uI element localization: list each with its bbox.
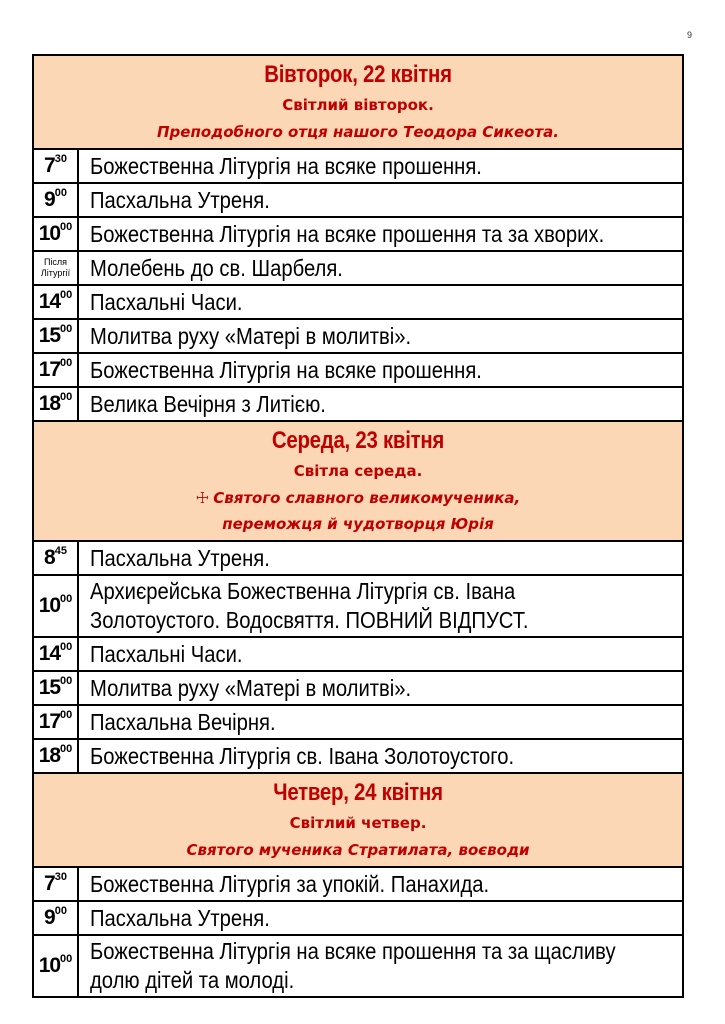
service-time: $7^{30}$ — [33, 867, 78, 901]
service-time: $18^{00}$ — [33, 739, 78, 773]
service-row — [33, 541, 683, 575]
page-number: 9 — [687, 30, 693, 40]
service-row — [33, 901, 683, 935]
service-text: Божественна Літургія св. Івана Золотоустого. — [78, 739, 683, 773]
day-header-wednesday — [33, 421, 683, 541]
service-text: Божественна Літургія за упокій. Панахида. — [78, 867, 683, 901]
service-text: Молебень до св. Шарбеля. — [78, 251, 683, 285]
service-text: Божественна Літургія на всяке прошення. — [78, 353, 683, 387]
day-feast: ☩ Святого славного великомученика, — [195, 489, 521, 507]
service-row — [33, 183, 683, 217]
service-text: Пасхальна Утреня. — [78, 183, 683, 217]
service-row — [33, 387, 683, 421]
day-header-tuesday — [33, 55, 683, 149]
service-row — [33, 867, 683, 901]
service-row — [33, 705, 683, 739]
service-text: Пасхальна Утреня. — [78, 541, 683, 575]
day-title: Вівторок, 22 квітня — [264, 61, 452, 88]
day-subtitle: Світлий вівторок. — [282, 96, 434, 114]
schedule-table — [32, 54, 684, 998]
service-row — [33, 319, 683, 353]
day-subtitle: Світла середа. — [293, 462, 423, 480]
service-time: $7^{30}$ — [33, 149, 78, 183]
service-time: $17^{00}$ — [33, 353, 78, 387]
service-row — [33, 637, 683, 671]
service-text: Пасхальні Часи. — [78, 285, 683, 319]
service-time: $10^{00}$ — [33, 217, 78, 251]
service-time: $9^{00}$ — [33, 901, 78, 935]
service-row — [33, 671, 683, 705]
service-row — [33, 739, 683, 773]
service-row — [33, 251, 683, 285]
service-text: Божественна Літургія на всяке прошення. — [78, 149, 683, 183]
service-text: Молитва руху «Матері в молитві». — [78, 671, 683, 705]
service-text: Пасхальна Вечірня. — [78, 705, 683, 739]
service-time: $9^{00}$ — [33, 183, 78, 217]
service-text: Молитва руху «Матері в молитві». — [78, 319, 683, 353]
service-text: Божественна Літургія на всяке прошення та за щасливу долю дітей та молоді. — [78, 935, 683, 997]
service-text: Архиєрейська Божественна Літургія св. Івана Золотоустого. Водосвяття. ПОВНИЙ ВІДПУСТ. — [78, 575, 683, 637]
service-time: $15^{00}$ — [33, 671, 78, 705]
day-header-thursday — [33, 773, 683, 867]
cross-icon: ☩ — [195, 489, 210, 507]
service-row — [33, 285, 683, 319]
service-time: $17^{00}$ — [33, 705, 78, 739]
service-row — [33, 575, 683, 637]
service-time: $15^{00}$ — [33, 319, 78, 353]
service-text: Божественна Літургія на всяке прошення та за хворих. — [78, 217, 683, 251]
service-time: $14^{00}$ — [33, 285, 78, 319]
service-row — [33, 935, 683, 997]
service-time: $18^{00}$ — [33, 387, 78, 421]
service-time: $8^{45}$ — [33, 541, 78, 575]
day-feast: переможця й чудотворця Юрія — [222, 515, 494, 533]
service-time: $10^{00}$ — [33, 935, 78, 997]
service-text: Велика Вечірня з Литією. — [78, 387, 683, 421]
service-time: $14^{00}$ — [33, 637, 78, 671]
service-row — [33, 149, 683, 183]
day-subtitle: Світлий четвер. — [289, 814, 427, 832]
day-title: Четвер, 24 квітня — [273, 779, 443, 806]
day-feast: Святого мученика Стратилата, воєводи — [186, 841, 530, 859]
service-time: $10^{00}$ — [33, 575, 78, 637]
day-title: Середа, 23 квітня — [271, 427, 445, 454]
service-text: Пасхальні Часи. — [78, 637, 683, 671]
service-time-label: Після Літургії — [33, 251, 78, 285]
service-row — [33, 217, 683, 251]
day-feast: Преподобного отця нашого Теодора Сикеота. — [156, 123, 560, 141]
service-text: Пасхальна Утреня. — [78, 901, 683, 935]
service-row — [33, 353, 683, 387]
